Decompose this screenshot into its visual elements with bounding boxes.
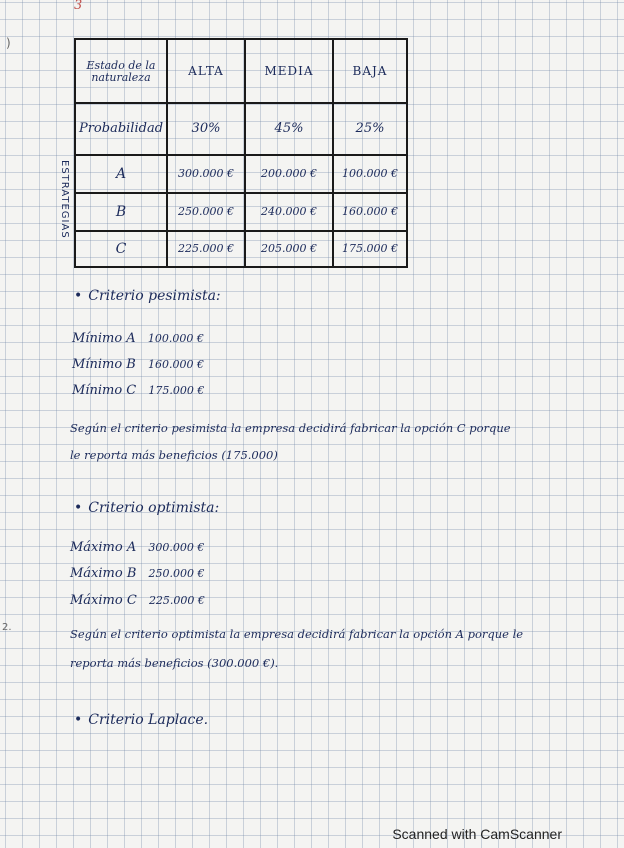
table-cell: 205.000 € — [261, 242, 317, 256]
line-value: 160.000 € — [147, 358, 204, 371]
optimista-conclusion-2: reporta más beneficios (300.000 €). — [70, 656, 279, 670]
probability-label: Probabilidad — [78, 121, 164, 137]
probability-alta: 30% — [191, 121, 221, 137]
line-value: 300.000 € — [148, 541, 205, 554]
margin-mark: ) — [6, 36, 11, 50]
bullet-icon: • — [74, 288, 83, 304]
table-cell: 100.000 € — [342, 167, 398, 181]
line-label: Mínimo A — [72, 331, 136, 346]
header-alta: ALTA — [188, 63, 224, 78]
pesimista-heading — [74, 288, 221, 304]
table-cell: 225.000 € — [178, 242, 234, 256]
table-cell: 300.000 € — [178, 167, 234, 181]
strategies-label: ESTRATEGIAS — [59, 160, 70, 239]
optimista-title: Criterio optimista: — [88, 500, 220, 516]
table-cell: 240.000 € — [261, 205, 317, 219]
strategy-label: A — [115, 165, 127, 182]
pesimista-conclusion-2: le reporta más beneficios (175.000) — [70, 448, 278, 462]
optimista-line-b — [70, 566, 205, 581]
line-label: Mínimo B — [72, 357, 136, 372]
decision-table — [74, 38, 408, 268]
page-number: 3 — [74, 0, 83, 13]
bullet-icon: • — [74, 712, 83, 728]
strategy-label: C — [115, 240, 127, 257]
optimista-heading — [74, 500, 219, 516]
probability-media: 45% — [274, 121, 304, 137]
optimista-line-c — [70, 593, 205, 608]
laplace-heading — [74, 712, 208, 728]
scanner-footer: Scanned with CamScanner — [392, 826, 562, 842]
pesimista-conclusion-1: Según el criterio pesimista la empresa decidirá fabricar la opción C porque — [70, 421, 511, 435]
pesimista-title: Criterio pesimista: — [88, 288, 221, 304]
header-baja: BAJA — [352, 63, 388, 78]
bullet-icon: • — [74, 500, 83, 516]
line-value: 250.000 € — [148, 567, 205, 580]
line-value: 175.000 € — [148, 384, 205, 397]
line-value: 225.000 € — [148, 594, 205, 607]
table-cell: 175.000 € — [342, 242, 398, 256]
header-media: MEDIA — [264, 63, 314, 78]
line-label: Máximo C — [70, 593, 137, 608]
laplace-title: Criterio Laplace. — [88, 712, 209, 728]
table-cell: 200.000 € — [261, 167, 317, 181]
optimista-conclusion-1: Según el criterio optimista la empresa decidirá fabricar la opción A porque le — [70, 627, 524, 641]
pesimista-line-b — [72, 357, 204, 372]
margin-mark: 2. — [2, 622, 12, 633]
pesimista-line-a — [72, 331, 204, 346]
table-cell: 250.000 € — [178, 205, 234, 219]
line-label: Máximo B — [70, 566, 137, 581]
pesimista-line-c — [72, 383, 204, 398]
line-label: Mínimo C — [72, 383, 137, 398]
line-label: Máximo A — [70, 540, 137, 555]
corner-header: Estado de la naturaleza — [86, 59, 156, 84]
probability-baja: 25% — [355, 121, 385, 137]
strategy-label: B — [115, 203, 127, 220]
table-cell: 160.000 € — [342, 205, 398, 219]
optimista-line-a — [70, 540, 204, 555]
line-value: 100.000 € — [147, 332, 204, 345]
